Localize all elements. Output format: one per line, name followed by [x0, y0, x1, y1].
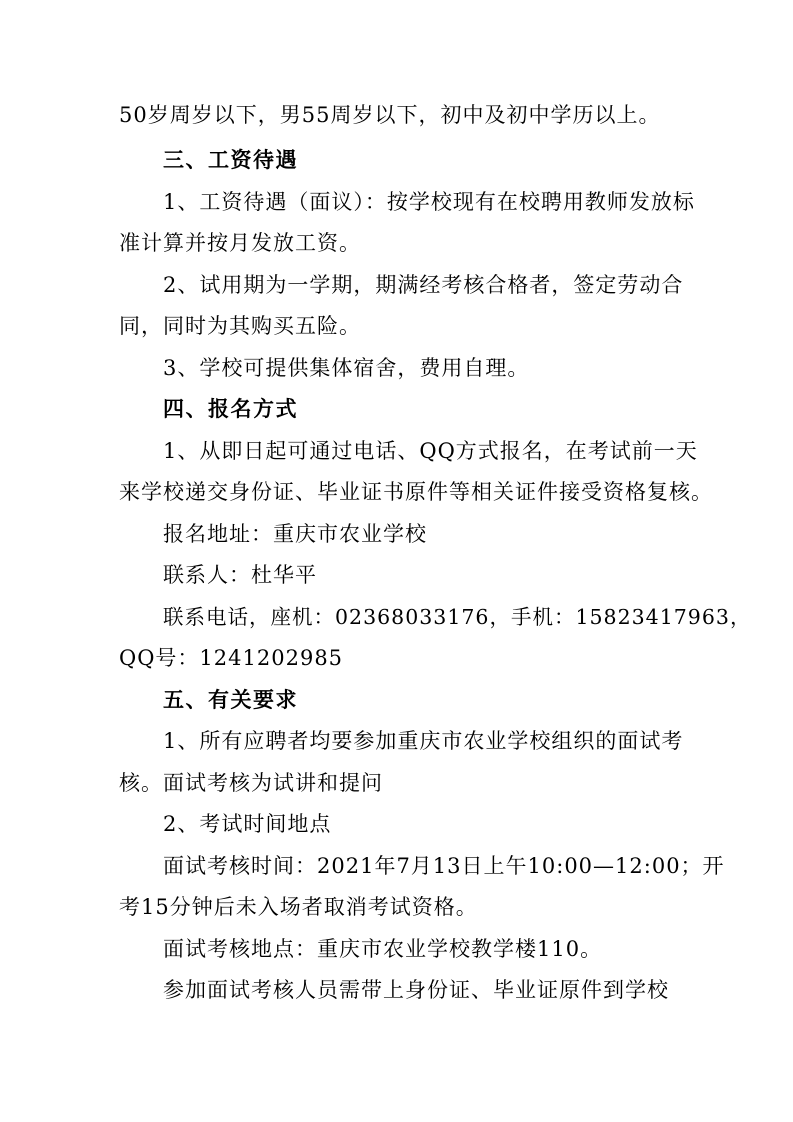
paragraph-line: 1、从即日起可通过电话、QQ方式报名，在考试前一天: [163, 439, 698, 463]
paragraph-line: 1、所有应聘者均要参加重庆市农业学校组织的面试考: [163, 729, 684, 753]
paragraph-line: 来学校递交身份证、毕业证书原件等相关证件接受资格复核。: [119, 480, 713, 504]
paragraph-line: 参加面试考核人员需带上身份证、毕业证原件到学校: [163, 978, 669, 1002]
paragraph-line: 联系人：杜华平: [163, 563, 317, 587]
paragraph-line: 2、试用期为一学期，期满经考核合格者，签定劳动合: [163, 273, 684, 297]
paragraph-line: 考15分钟后未入场者取消考试资格。: [119, 895, 478, 919]
section-heading: 三、工资待遇: [163, 148, 298, 172]
paragraph-line: 1、工资待遇（面议）：按学校现有在校聘用教师发放标: [163, 190, 695, 214]
paragraph-line: 2、考试时间地点: [163, 812, 332, 836]
paragraph-line: 同，同时为其购买五险。: [119, 314, 361, 338]
paragraph-line: 联系电话，座机：02368033176，手机：15823417963，: [163, 605, 752, 629]
paragraph-line: 50岁周岁以下，男55周岁以下，初中及初中学历以上。: [119, 103, 661, 127]
paragraph-line: 报名地址：重庆市农业学校: [163, 522, 427, 546]
paragraph-line: 准计算并按月发放工资。: [119, 231, 361, 255]
section-heading: 五、有关要求: [163, 688, 298, 712]
paragraph-line: 3、学校可提供集体宿舍，费用自理。: [163, 356, 530, 380]
paragraph-line: 核。面试考核为试讲和提问: [119, 771, 383, 795]
paragraph-line: 面试考核地点：重庆市农业学校教学楼110。: [163, 937, 603, 961]
paragraph-line: QQ号：1241202985: [119, 646, 344, 670]
paragraph-line: 面试考核时间：2021年7月13日上午10:00—12:00；开: [163, 854, 725, 878]
section-heading: 四、报名方式: [163, 397, 298, 421]
